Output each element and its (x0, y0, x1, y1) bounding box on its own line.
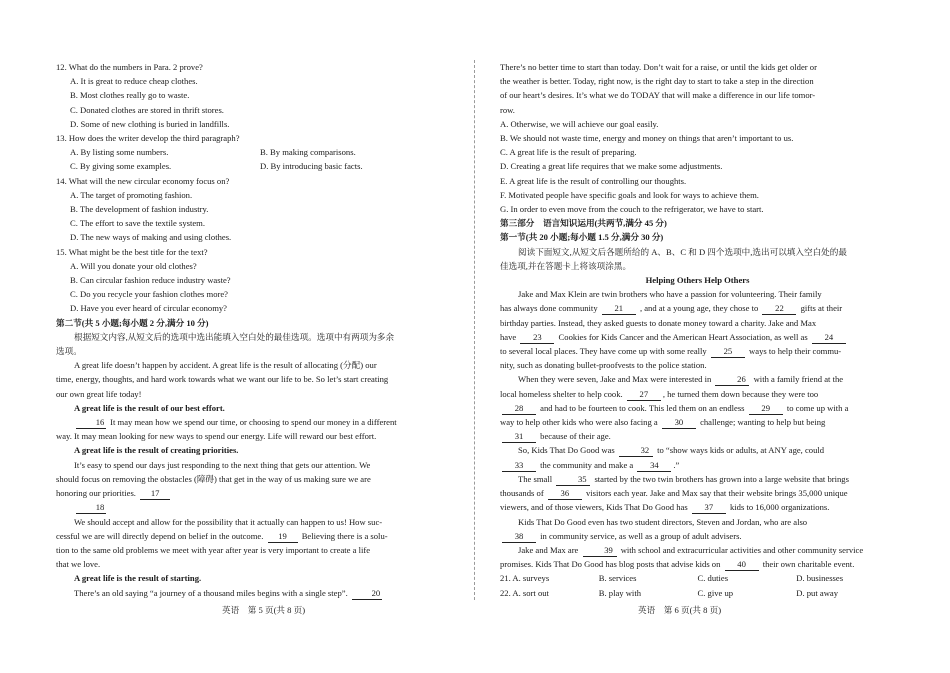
passage-line19 (500, 543, 895, 557)
question-12-option-b: B. Most clothes really go to waste. (70, 90, 190, 101)
question-22-option-d: D. put away (796, 587, 839, 598)
paragraph3-line1: We should accept and allow for the possibility that it actually can happen to us! How suc- (74, 516, 383, 527)
question-22-options (500, 586, 895, 600)
question-21-option-b: B. services (598, 573, 637, 584)
passage-line14 (500, 472, 895, 486)
question-15-option-a: A. Will you donate your old clothes? (70, 260, 197, 271)
blank-40: 40 (725, 559, 759, 571)
option-c: C. A great life is the result of preparing. (500, 147, 637, 158)
passage-line5-b: ways to help their commu- (749, 346, 842, 357)
question-15-option-c: C. Do you recycle your fashion clothes more? (70, 289, 228, 300)
passage-line2 (500, 301, 895, 315)
passage-line10 (500, 415, 895, 429)
blank-35: 35 (556, 474, 590, 486)
passage-line1: Jake and Max Klein are twin brothers who have a passion for volunteering. Their family (518, 289, 822, 300)
passage-line15-a: thousands of (500, 488, 544, 499)
blank-38: 38 (502, 531, 536, 543)
question-14-option-d: D. The new ways of making and using clothes. (70, 232, 232, 243)
blank-18: 18 (76, 502, 106, 514)
question-14-option-a: A. The target of promoting fashion. (70, 189, 193, 200)
passage-line14-b: started by the two twin brothers has grown into a large website that brings (594, 473, 849, 484)
passage-title: Helping Others Help Others (645, 275, 750, 286)
page-footer-right: 英语 第 6 页(共 8 页) (638, 605, 722, 615)
option-f: F. Motivated people have specific goals and look for ways to achieve them. (500, 189, 759, 200)
passage-line10-b: challenge; wanting to help but being (700, 417, 826, 428)
paragraph3-line3: tion to the same old problems we meet with year after year is very important to create a life (56, 544, 371, 555)
paragraph3-line2 (56, 529, 450, 543)
paragraph3-line4: that we love. (56, 559, 101, 570)
passage-line20-a: promises. Kids That Do Good has blog posts that advise kids on (500, 559, 721, 570)
section1-heading: 第一节(共 20 小题;每小题 1.5 分,满分 30 分) (500, 232, 664, 243)
blank-18-line (56, 500, 450, 514)
passage-line9 (500, 401, 895, 415)
paragraph1-line1-text: It may mean how we spend our time, or choosing to spend our money in a different (110, 417, 397, 428)
heading-starting: A great life is the result of starting. (74, 573, 202, 584)
option-e: E. A great life is the result of controlling our thoughts. (500, 175, 687, 186)
passage-line2-b: , and at a young age, they chose to (639, 303, 759, 314)
section2-heading: 第二节(共 5 小题;每小题 2 分,满分 10 分) (56, 317, 209, 328)
passage-line15 (500, 486, 895, 500)
passage-line2-c: gifts at their (800, 303, 843, 314)
question-13-option-a: A. By listing some numbers. (70, 147, 169, 158)
blank-16: 16 (76, 417, 106, 429)
blank-33: 33 (502, 460, 536, 472)
blank-20: 20 (352, 588, 382, 600)
blank-30: 30 (662, 417, 696, 429)
section1-instructions-line2: 佳选项,并在答题卡上将该项涂黑。 (500, 260, 632, 271)
passage-line9-a: and had to be fourteen to cook. This led them on an endless (540, 402, 745, 413)
option-d: D. Creating a great life requires that we make some adjustments. (500, 161, 723, 172)
paragraph4-line1 (56, 586, 450, 600)
passage-line19-a: Jake and Max are (518, 544, 579, 555)
passage-line16-a: viewers, and of those viewers, Kids That Do Good has (500, 502, 688, 513)
blank-36: 36 (548, 488, 582, 500)
question-13-stem: 13. How does the writer develop the third paragraph? (56, 133, 240, 144)
question-15-option-b: B. Can circular fashion reduce industry waste? (70, 275, 231, 286)
paragraph1-line1 (56, 415, 450, 429)
blank-37: 37 (692, 502, 726, 514)
passage-line14-a: The small (518, 473, 553, 484)
blank-19: 19 (268, 531, 298, 543)
passage-line20 (500, 557, 895, 571)
paragraph2-line3-text: honoring our priorities. (56, 488, 136, 499)
option-g: G. In order to even move from the couch to the refrigerator, we have to start. (500, 204, 764, 215)
column-divider (474, 60, 475, 600)
passage-line18 (500, 529, 895, 543)
question-12-stem: 12. What do the numbers in Para. 2 prove? (56, 62, 203, 72)
question-21-option-d: D. businesses (796, 573, 844, 584)
paragraph2-line1: It’s easy to spend our days just responding to the next thing that gets our attention. We (74, 459, 371, 470)
passage-line8-a: local homeless shelter to help cook. (500, 388, 623, 399)
section2-instructions-line2: 选项。 (56, 346, 82, 357)
passage-line12-a: So, Kids That Do Good was (518, 445, 615, 456)
continuation-line1: There’s no better time to start than today. Don’t wait for a raise, or until the kids get older or (500, 62, 817, 72)
passage-line13 (500, 458, 895, 472)
blank-17: 17 (140, 488, 170, 500)
passage-line15-b: visitors each year. Jake and Max say that their website brings 35,000 unique (586, 488, 848, 499)
question-13-option-d: D. By introducing basic facts. (260, 161, 363, 172)
passage-line4-a: have (500, 331, 517, 342)
question-22-option-b: B. play with (598, 587, 642, 598)
question-21-option-a: 21. A. surveys (500, 573, 550, 584)
passage-line3: birthday parties. Instead, they asked guests to donate money toward a charity. Jake and Max (500, 317, 817, 328)
passage-line8-b: , he turned them down because they were too (662, 388, 819, 399)
continuation-line4: row. (500, 104, 515, 115)
passage-line5 (500, 344, 895, 358)
passage-line4 (500, 330, 895, 344)
paragraph3-line2-text-b: Believing there is a solu- (301, 530, 388, 541)
question-15-stem: 15. What might be the best title for the text? (56, 246, 208, 257)
passage-line2-a: has always done community (500, 303, 598, 314)
blank-22: 22 (762, 303, 796, 315)
section1-instructions-line1: 阅读下面短文,从短文后各题所给的 A、B、C 和 D 四个选项中,选出可以填入空白处的最 (518, 246, 847, 257)
question-14-stem: 14. What will the new circular economy focus on? (56, 175, 230, 186)
passage-line10-a: way to help other kids who were also facing a (500, 417, 658, 428)
page-footer-left: 英语 第 5 页(共 8 页) (222, 605, 306, 615)
passage-line17: Kids That Do Good even has two student directors, Steven and Jordan, who are also (518, 516, 808, 527)
heading-priorities: A great life is the result of creating priorities. (74, 445, 239, 456)
continuation-line3: of our heart’s desires. It’s what we do TODAY that will make a difference in our life tomor- (500, 90, 816, 101)
passage-line12-b: to “show ways kids or adults, at ANY age, could (657, 445, 825, 456)
right-column (500, 60, 895, 600)
question-13-options-row1 (56, 145, 450, 159)
blank-29: 29 (749, 403, 783, 415)
paragraph3-line2-text-a: cessful we are will directly depend on belief in the outcome. (56, 530, 264, 541)
question-21-options (500, 571, 895, 585)
passage-line16 (500, 500, 895, 514)
blank-21: 21 (602, 303, 636, 315)
continuation-line2: the weather is better. Today, right now, is the right day to start to take a step in the direction (500, 76, 814, 87)
blank-28: 28 (502, 403, 536, 415)
passage-line7 (500, 372, 895, 386)
left-column (56, 60, 450, 600)
option-a: A. Otherwise, we will achieve our goal easily. (500, 118, 659, 129)
passage-line13-a: the community and make a (540, 459, 634, 470)
question-14-option-b: B. The development of fashion industry. (70, 204, 209, 215)
question-12-option-a: A. It is great to reduce cheap clothes. (70, 76, 198, 87)
intro-line2: time, energy, thoughts, and hard work towards what we want our life to be. So let’s start creating (56, 374, 389, 385)
blank-25: 25 (711, 346, 745, 358)
passage-line16-b: kids to 16,000 organizations. (730, 502, 830, 513)
blank-34: 34 (637, 460, 671, 472)
question-14-option-c: C. The effort to save the textile system. (70, 218, 206, 229)
passage-line12 (500, 443, 895, 457)
passage-line11-text: because of their age. (540, 431, 611, 442)
question-22-option-a: 22. A. sort out (500, 587, 549, 598)
question-21-option-c: C. duties (697, 573, 729, 584)
paragraph2-line2: should focus on removing the obstacles (障碍) that get in the way of us making sure we are (56, 473, 371, 484)
blank-27: 27 (627, 389, 661, 401)
passage-line20-b: their own charitable event. (762, 559, 855, 570)
passage-line7-b: with a family friend at the (753, 374, 844, 385)
question-12-option-c: C. Donated clothes are stored in thrift stores. (70, 104, 224, 115)
passage-line18-text: in community service, as well as a group of adult advisers. (540, 530, 742, 541)
passage-line11 (500, 429, 895, 443)
question-15-option-d: D. Have you ever heard of circular economy? (70, 303, 227, 314)
question-12-option-d: D. Some of new clothing is buried in landfills. (70, 118, 230, 129)
blank-26: 26 (715, 374, 749, 386)
blank-31: 31 (502, 431, 536, 443)
paragraph2-line3 (56, 486, 450, 500)
paragraph1-line2: way. It may mean looking for new ways to spend our energy. Life will reward our best effort. (56, 431, 377, 442)
passage-line5-a: to several local places. They have come up with some really (500, 346, 707, 357)
option-b: B. We should not waste time, energy and money on things that aren’t important to us. (500, 133, 794, 144)
section2-instructions-line1: 根据短文内容,从短文后的选项中选出能填入空白处的最佳选项。选项中有两项为多余 (74, 331, 395, 342)
passage-line13-b: .” (673, 459, 680, 470)
intro-line1: A great life doesn’t happen by accident. A great life is the result of allocating (分配) our (74, 360, 377, 371)
passage-line9-b: to come up with a (786, 402, 849, 413)
blank-32: 32 (619, 445, 653, 457)
question-13-option-b: B. By making comparisons. (260, 147, 356, 158)
passage-line7-a: When they were seven, Jake and Max were interested in (518, 374, 712, 385)
question-13-option-c: C. By giving some examples. (70, 161, 172, 172)
paragraph4-line1-text: There’s an old saying “a journey of a thousand miles begins with a single step”. (74, 587, 348, 598)
passage-line8 (500, 387, 895, 401)
passage-line4-b: Cookies for Kids Cancer and the American Heart Association, as well as (558, 331, 808, 342)
intro-line3: our own great life today! (56, 388, 142, 399)
question-22-option-c: C. give up (697, 587, 734, 598)
passage-line19-b: with school and extracurricular activities and other community service (620, 544, 864, 555)
part3-heading: 第三部分 语言知识运用(共两节,满分 45 分) (500, 218, 667, 229)
passage-line6: nity, such as donating bullet-proofvests to the police station. (500, 360, 707, 371)
question-13-options-row2 (56, 159, 450, 173)
blank-23: 23 (520, 332, 554, 344)
heading-best-effort: A great life is the result of our best effort. (74, 402, 225, 413)
blank-39: 39 (583, 545, 617, 557)
blank-24: 24 (812, 332, 846, 344)
